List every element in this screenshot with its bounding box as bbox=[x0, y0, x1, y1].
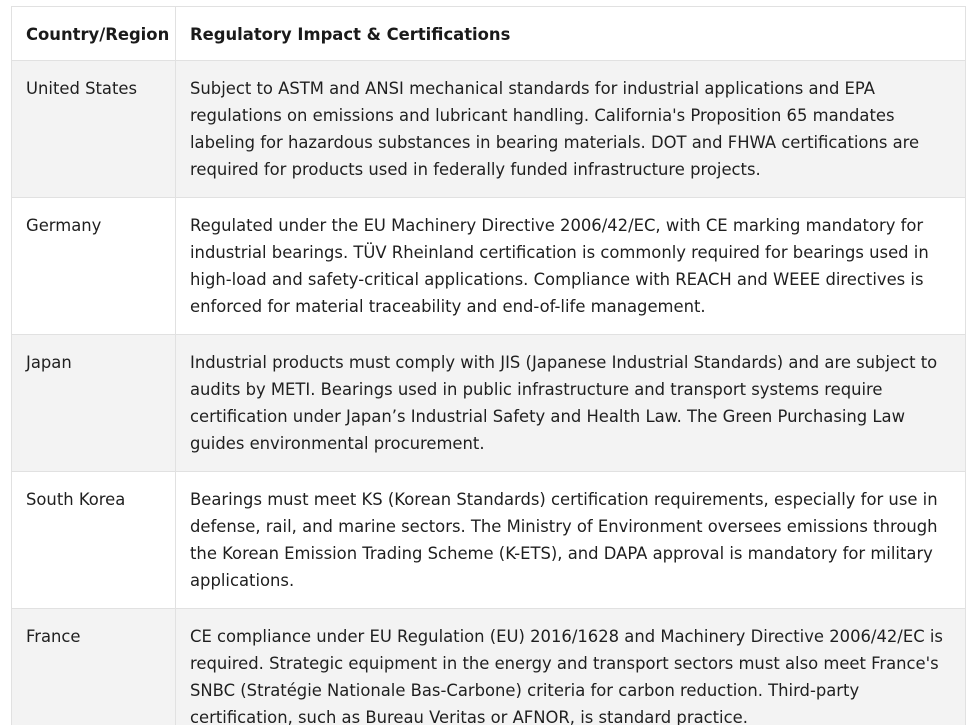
impact-cell: Industrial products must comply with JIS (Japanese Industrial Standards) and are subject to audits by METI. Bearings used in public infrastructure and transport systems require certification under Japan’s Industrial Safety and Health Law. The Green Purchasing Law guides environmental procurement. bbox=[176, 335, 966, 472]
country-cell: United States bbox=[12, 61, 176, 198]
impact-cell: CE compliance under EU Regulation (EU) 2016/1628 and Machinery Directive 2006/42/EC is required. Strategic equipment in the energy and transport sectors must also meet France's SNBC (Stratégie Nationale Bas-Carbone) criteria for carbon reduction. Third-party certification, such as Bureau Veritas or AFNOR, is standard practice. bbox=[176, 609, 966, 725]
column-header-country: Country/Region bbox=[12, 7, 176, 61]
table-row bbox=[12, 61, 966, 198]
country-cell: Germany bbox=[12, 198, 176, 335]
impact-cell: Subject to ASTM and ANSI mechanical standards for industrial applications and EPA regulations on emissions and lubricant handling. California's Proposition 65 mandates labeling for hazardous substances in bearing materials. DOT and FHWA certifications are required for products used in federally funded infrastructure projects. bbox=[176, 61, 966, 198]
impact-cell: Bearings must meet KS (Korean Standards) certification requirements, especially for use in defense, rail, and marine sectors. The Ministry of Environment oversees emissions through the Korean Emission Trading Scheme (K-ETS), and DAPA approval is mandatory for military applications. bbox=[176, 472, 966, 609]
table-row bbox=[12, 198, 966, 335]
table-row bbox=[12, 609, 966, 725]
table-header-row bbox=[12, 7, 966, 61]
impact-cell: Regulated under the EU Machinery Directive 2006/42/EC, with CE marking mandatory for industrial bearings. TÜV Rheinland certification is commonly required for bearings used in high-load and safety-critical applications. Compliance with REACH and WEEE directives is enforced for material traceability and end-of-life management. bbox=[176, 198, 966, 335]
table-row bbox=[12, 335, 966, 472]
regulatory-table-container bbox=[11, 6, 965, 725]
country-cell: France bbox=[12, 609, 176, 725]
regulatory-table bbox=[11, 6, 966, 725]
column-header-impact: Regulatory Impact & Certifications bbox=[176, 7, 966, 61]
country-cell: South Korea bbox=[12, 472, 176, 609]
table-row bbox=[12, 472, 966, 609]
country-cell: Japan bbox=[12, 335, 176, 472]
